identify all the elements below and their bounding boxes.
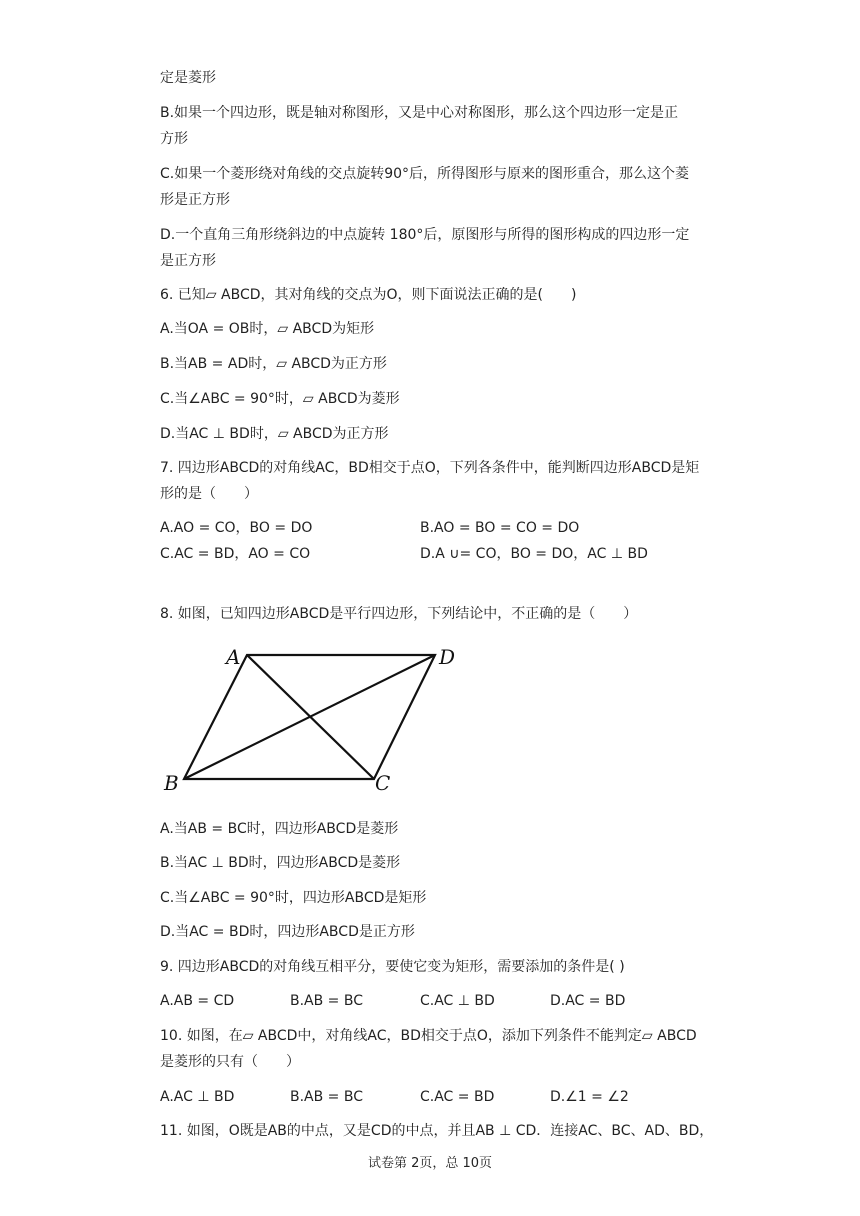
q7-option-a: A.AO = CO，BO = DO (160, 520, 313, 536)
vertex-label-b: B (164, 771, 179, 795)
question-7-stem-cont: 形的是（ ） (160, 486, 258, 502)
q6-option-c: C.当∠ABC = 90°时，▱ ABCD为菱形 (160, 391, 400, 407)
text-line: D.一个直角三角形绕斜边的中点旋转 180°后，原图形与所得的图形构成的四边形一定 (160, 227, 690, 243)
question-7-stem: 7. 四边形ABCD的对角线AC，BD相交于点O，下列各条件中，能判断四边形ABCD是矩 (160, 460, 700, 476)
q9-option-b: B.AB = BC (290, 993, 364, 1009)
question-10-stem: 10. 如图，在▱ ABCD中，对角线AC，BD相交于点O，添加下列条件不能判定▱ ABCD (160, 1028, 697, 1044)
q10-option-c: C.AC = BD (420, 1089, 495, 1105)
q9-option-c: C.AC ⊥ BD (420, 993, 495, 1009)
diagonal-bd (184, 655, 435, 779)
question-8-stem: 8. 如图，已知四边形ABCD是平行四边形，下列结论中，不正确的是（ ） (160, 606, 638, 622)
text-line: C.如果一个菱形绕对角线的交点旋转90°后，所得图形与原来的图形重合，那么这个菱 (160, 166, 690, 182)
vertex-label-c: C (375, 771, 391, 795)
vertex-label-d: D (439, 645, 456, 669)
q8-option-a: A.当AB = BC时，四边形ABCD是菱形 (160, 821, 399, 837)
question-6-stem: 6. 已知▱ ABCD，其对角线的交点为O，则下面说法正确的是( ) (160, 287, 577, 303)
q7-option-b: B.AO = BO = CO = DO (420, 520, 580, 536)
question-10-stem-cont: 是菱形的只有（ ） (160, 1054, 300, 1070)
question-9-stem: 9. 四边形ABCD的对角线互相平分，要使它变为矩形，需要添加的条件是( ) (160, 959, 625, 975)
page-footer: 试卷第 2页，总 10页 (367, 1156, 493, 1171)
q9-option-a: A.AB = CD (160, 993, 235, 1009)
text-line: 形是正方形 (160, 192, 230, 208)
q10-option-d: D.∠1 = ∠2 (550, 1089, 629, 1105)
q8-option-c: C.当∠ABC = 90°时，四边形ABCD是矩形 (160, 890, 427, 906)
q9-option-d: D.AC = BD (550, 993, 626, 1009)
q8-option-b: B.当AC ⊥ BD时，四边形ABCD是菱形 (160, 855, 401, 871)
q8-option-d: D.当AC = BD时，四边形ABCD是正方形 (160, 924, 415, 940)
q10-option-a: A.AC ⊥ BD (160, 1089, 235, 1105)
text-line: B.如果一个四边形，既是轴对称图形，又是中心对称图形，那么这个四边形一定是正 (160, 105, 679, 121)
text-line: 方形 (160, 131, 188, 147)
q6-option-b: B.当AB = AD时，▱ ABCD为正方形 (160, 356, 387, 372)
text-line: 是正方形 (160, 253, 216, 269)
q10-option-b: B.AB = BC (290, 1089, 364, 1105)
q6-option-d: D.当AC ⊥ BD时，▱ ABCD为正方形 (160, 426, 389, 442)
q7-option-c: C.AC = BD，AO = CO (160, 546, 311, 562)
parallelogram-figure (160, 640, 470, 800)
q6-option-a: A.当OA = OB时，▱ ABCD为矩形 (160, 321, 375, 337)
question-11-stem: 11. 如图，O既是AB的中点，又是CD的中点，并且AB ⊥ CD．连接AC、BC、AD、BD， (160, 1123, 714, 1139)
text-line: 定是菱形 (160, 70, 216, 86)
q7-option-d: D.A ∪= CO，BO = DO，AC ⊥ BD (420, 546, 648, 562)
vertex-label-a: A (226, 645, 241, 669)
